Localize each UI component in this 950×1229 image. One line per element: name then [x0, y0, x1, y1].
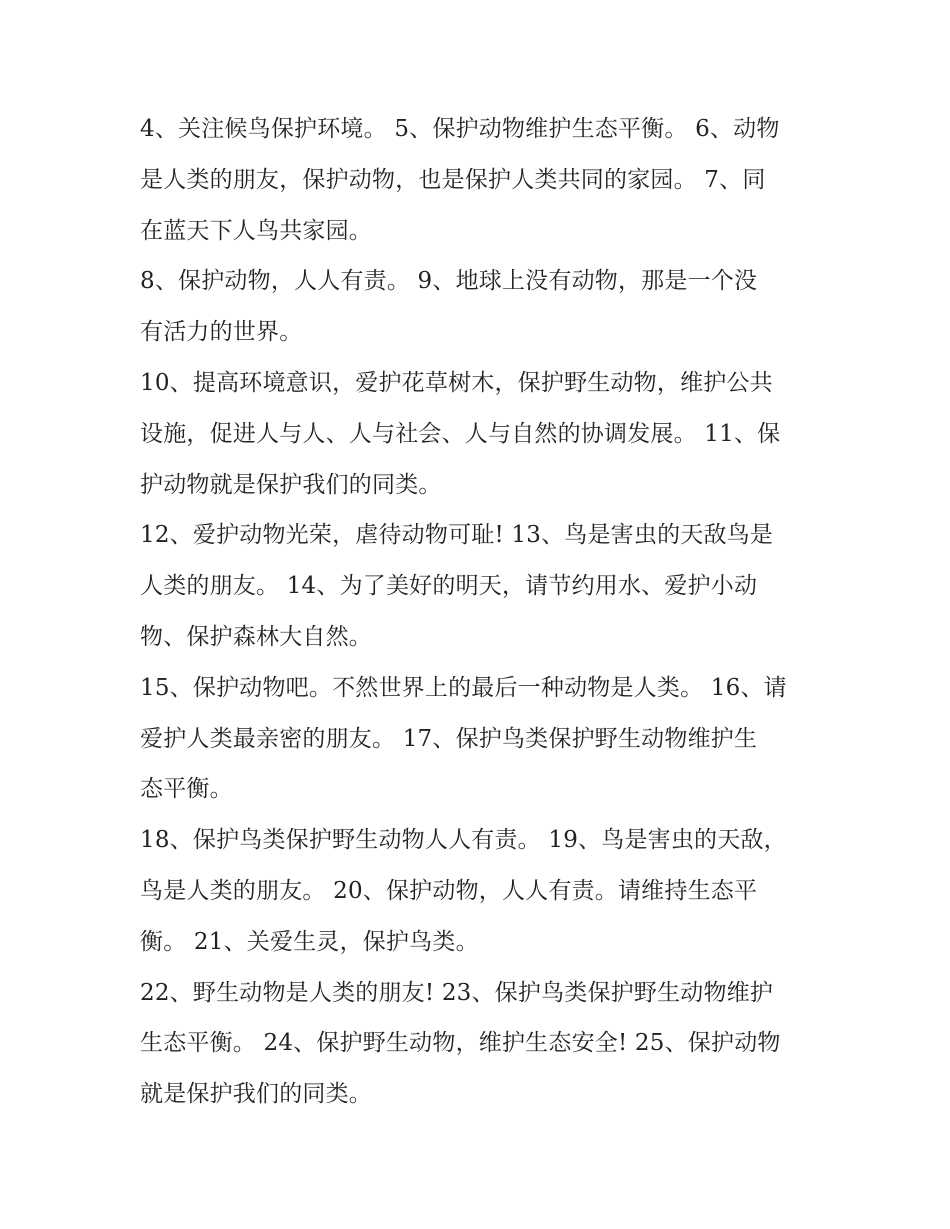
paragraph: [140, 110, 830, 262]
text-line: 22、野生动物是人类的朋友! 23、保护鸟类保护野生动物维护: [140, 979, 774, 1006]
text-line: 有活力的世界。: [140, 319, 303, 346]
paragraph: [140, 821, 830, 973]
text-line: 就是保护我们的同类。: [140, 1081, 372, 1108]
text-line: 18、保护鸟类保护野生动物人人有责。 19、鸟是害虫的天敌，: [140, 827, 787, 854]
text-line: 10、提高环境意识，爱护花草树木，保护野生动物，维护公共: [140, 369, 773, 396]
text-line: 物、保护森林大自然。: [140, 623, 372, 650]
paragraph: [140, 364, 830, 516]
text-line: 在蓝天下人鸟共家园。: [140, 217, 372, 244]
text-line: 4、关注候鸟保护环境。 5、保护动物维护生态平衡。 6、动物: [140, 116, 780, 142]
paragraph: [140, 262, 830, 364]
text-line: 设施，促进人与人、人与社会、人与自然的协调发展。 11、保: [140, 420, 781, 447]
text-line: 生态平衡。 24、保护野生动物，维护生态安全! 25、保护动物: [140, 1030, 781, 1057]
text-line: 护动物就是保护我们的同类。: [140, 471, 442, 498]
text-line: 12、爱护动物光荣，虐待动物可耻! 13、鸟是害虫的天敌鸟是: [140, 522, 774, 549]
text-line: 人类的朋友。 14、为了美好的明天，请节约用水、爱护小动: [140, 573, 758, 600]
text-line: 15、保护动物吧。不然世界上的最后一种动物是人类。 16、请: [140, 674, 787, 701]
text-line: 鸟是人类的朋友。 20、保护动物，人人有责。请维持生态平: [140, 877, 758, 904]
paragraph: [140, 974, 830, 1126]
paragraph: [140, 669, 830, 821]
text-line: 8、保护动物，人人有责。 9、地球上没有动物，那是一个没: [140, 268, 758, 295]
document-page: [140, 110, 830, 1126]
text-line: 衡。 21、关爱生灵，保护鸟类。: [140, 928, 479, 955]
text-line: 是人类的朋友，保护动物，也是保护人类共同的家园。 7、同: [140, 166, 766, 193]
text-line: 态平衡。: [140, 776, 233, 803]
text-line: 爱护人类最亲密的朋友。 17、保护鸟类保护野生动物维护生: [140, 725, 758, 752]
paragraph: [140, 516, 830, 668]
